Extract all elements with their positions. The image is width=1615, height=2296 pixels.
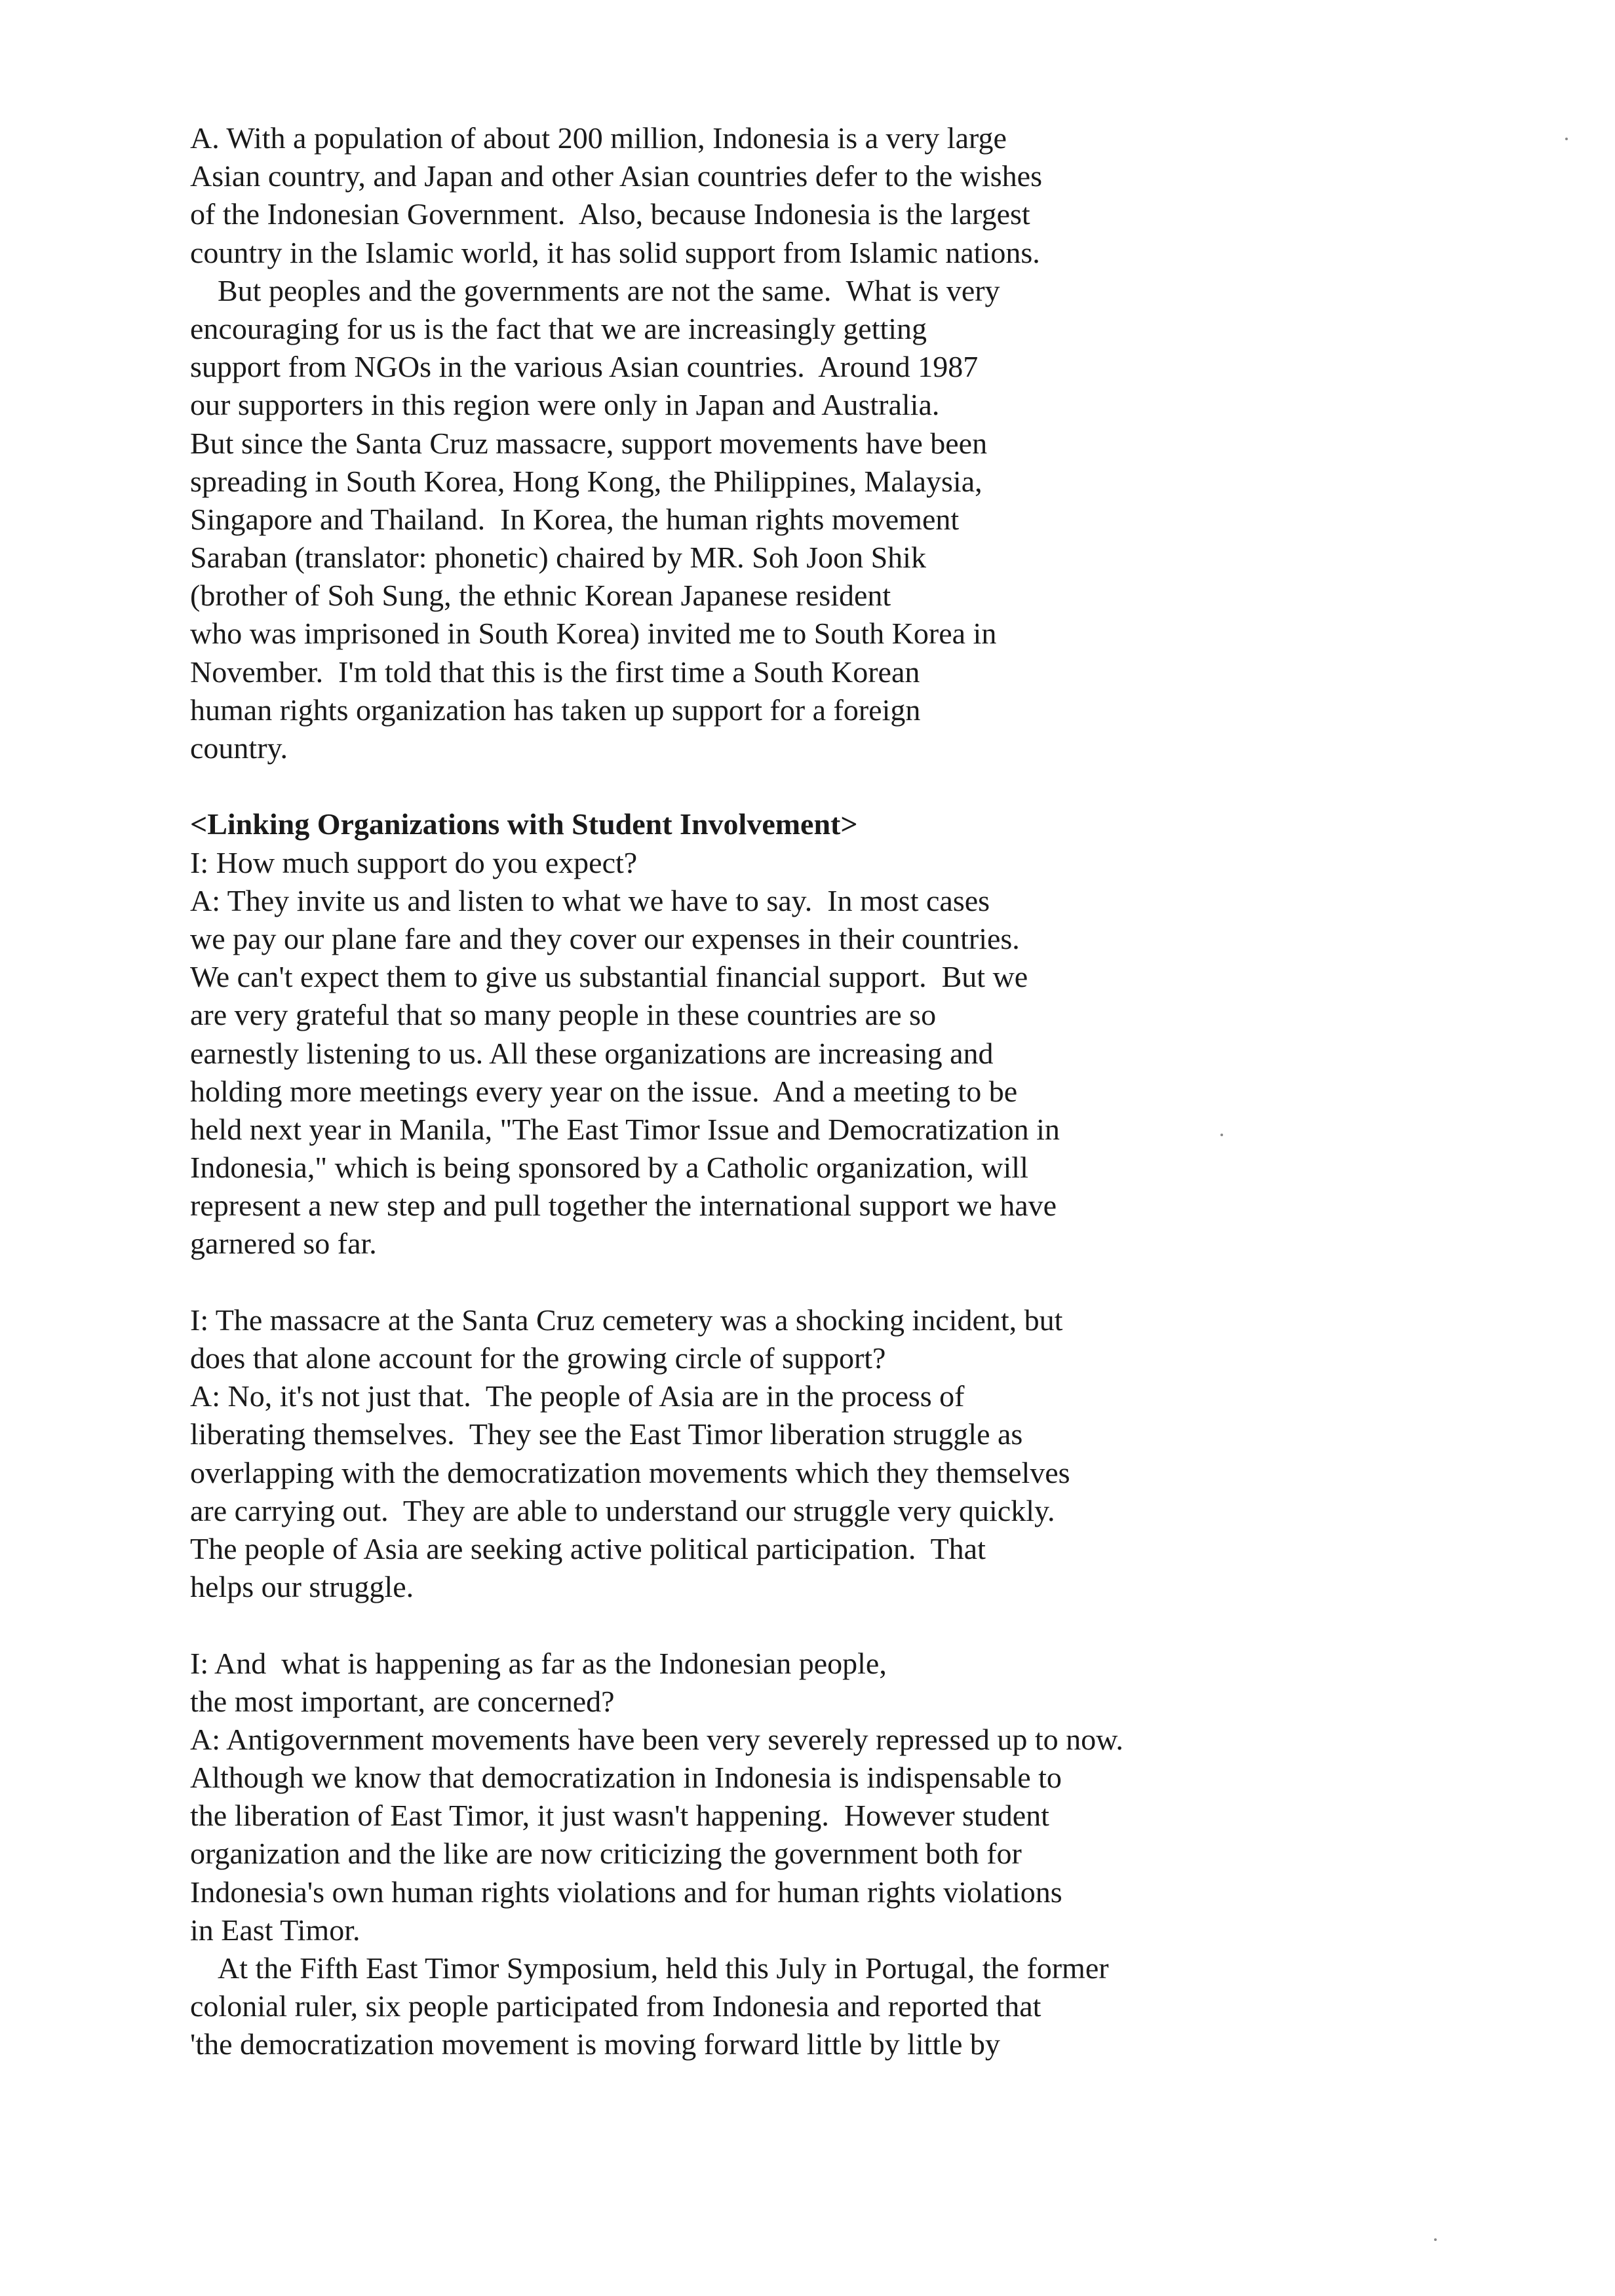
- paragraph: [190, 119, 1317, 272]
- text-line: our supporters in this region were only in Japan and Australia.: [190, 388, 940, 422]
- text-line: <Linking Organizations with Student Involvement>: [190, 807, 858, 841]
- paragraph: [190, 1301, 1317, 1607]
- text-line: The people of Asia are seeking active political participation. That: [190, 1531, 986, 1565]
- text-line: (brother of Soh Sung, the ethnic Korean Japanese resident: [190, 579, 891, 613]
- text-line: encouraging for us is the fact that we are increasingly getting: [190, 311, 927, 345]
- text-line: are carrying out. They are able to understand our struggle very quickly.: [190, 1493, 1055, 1527]
- text-line: A: No, it's not just that. The people of Asia are in the process of: [190, 1379, 965, 1413]
- text-line: spreading in South Korea, Hong Kong, the Philippines, Malaysia,: [190, 464, 983, 498]
- text-line: A. With a population of about 200 million, Indonesia is a very large: [190, 121, 1007, 155]
- text-line: helps our struggle.: [190, 1570, 414, 1604]
- paragraph-gap: [190, 1606, 1317, 1644]
- text-line: support from NGOs in the various Asian countries. Around 1987: [190, 350, 979, 384]
- text-line: Indonesia," which is being sponsored by a Catholic organization, will: [190, 1151, 1028, 1185]
- text-line: I: And what is happening as far as the Indonesian people,: [190, 1646, 887, 1680]
- text-line: I: The massacre at the Santa Cruz cemetery was a shocking incident, but: [190, 1303, 1063, 1337]
- text-line: We can't expect them to give us substantial financial support. But we: [190, 960, 1028, 994]
- text-line: organization and the like are now criticizing the government both for: [190, 1837, 1022, 1871]
- text-line: Saraban (translator: phonetic) chaired by MR. Soh Joon Shik: [190, 541, 926, 575]
- text-line: But peoples and the governments are not the same. What is very: [218, 273, 1000, 307]
- text-line: Although we know that democratization in Indonesia is indispensable to: [190, 1761, 1062, 1795]
- text-line: But since the Santa Cruz massacre, support movements have been: [190, 426, 988, 460]
- text-line: in East Timor.: [190, 1913, 360, 1947]
- paragraph-gap: [190, 767, 1317, 805]
- section-heading: [190, 805, 1317, 843]
- text-line: At the Fifth East Timor Symposium, held this July in Portugal, the former: [218, 1951, 1109, 1985]
- text-line: held next year in Manila, "The East Timor Issue and Democratization in: [190, 1112, 1060, 1146]
- text-line: garnered so far.: [190, 1227, 377, 1261]
- text-line: country in the Islamic world, it has solid support from Islamic nations.: [190, 235, 1040, 269]
- text-line: I: How much support do you expect?: [190, 845, 638, 879]
- text-line: we pay our plane fare and they cover our expenses in their countries.: [190, 921, 1020, 955]
- text-line: November. I'm told that this is the first time a South Korean: [190, 655, 920, 689]
- text-line: the liberation of East Timor, it just wasn't happening. However student: [190, 1799, 1049, 1833]
- paragraph: [190, 1645, 1317, 1950]
- text-line: of the Indonesian Government. Also, because Indonesia is the largest: [190, 197, 1030, 231]
- text-line: colonial ruler, six people participated from Indonesia and reported that: [190, 1989, 1041, 2023]
- scan-speck: [1565, 138, 1568, 140]
- text-line: holding more meetings every year on the issue. And a meeting to be: [190, 1074, 1018, 1108]
- document-page: [190, 119, 1317, 2064]
- text-line: Asian country, and Japan and other Asian countries defer to the wishes: [190, 159, 1042, 193]
- paragraph: [190, 1949, 1317, 2064]
- text-line: who was imprisoned in South Korea) invited me to South Korea in: [190, 617, 997, 651]
- paragraph: [190, 272, 1317, 767]
- text-line: are very grateful that so many people in these countries are so: [190, 998, 937, 1032]
- text-line: represent a new step and pull together the international support we have: [190, 1189, 1057, 1223]
- paragraph: [190, 844, 1317, 1263]
- text-line: overlapping with the democratization movements which they themselves: [190, 1455, 1070, 1489]
- paragraph-gap: [190, 1263, 1317, 1301]
- scan-speck: [1220, 1134, 1223, 1136]
- text-line: the most important, are concerned?: [190, 1684, 615, 1718]
- text-line: country.: [190, 731, 288, 765]
- text-line: 'the democratization movement is moving forward little by little by: [190, 2027, 1000, 2061]
- text-line: A: Antigovernment movements have been very severely repressed up to now.: [190, 1722, 1123, 1756]
- text-line: Singapore and Thailand. In Korea, the human rights movement: [190, 502, 960, 536]
- text-line: A: They invite us and listen to what we have to say. In most cases: [190, 883, 990, 917]
- text-line: liberating themselves. They see the East Timor liberation struggle as: [190, 1417, 1023, 1451]
- text-line: human rights organization has taken up support for a foreign: [190, 693, 921, 727]
- text-line: earnestly listening to us. All these organizations are increasing and: [190, 1036, 994, 1070]
- text-line: Indonesia's own human rights violations and for human rights violations: [190, 1875, 1062, 1909]
- scan-speck: [1434, 2238, 1437, 2241]
- text-line: does that alone account for the growing circle of support?: [190, 1341, 886, 1375]
